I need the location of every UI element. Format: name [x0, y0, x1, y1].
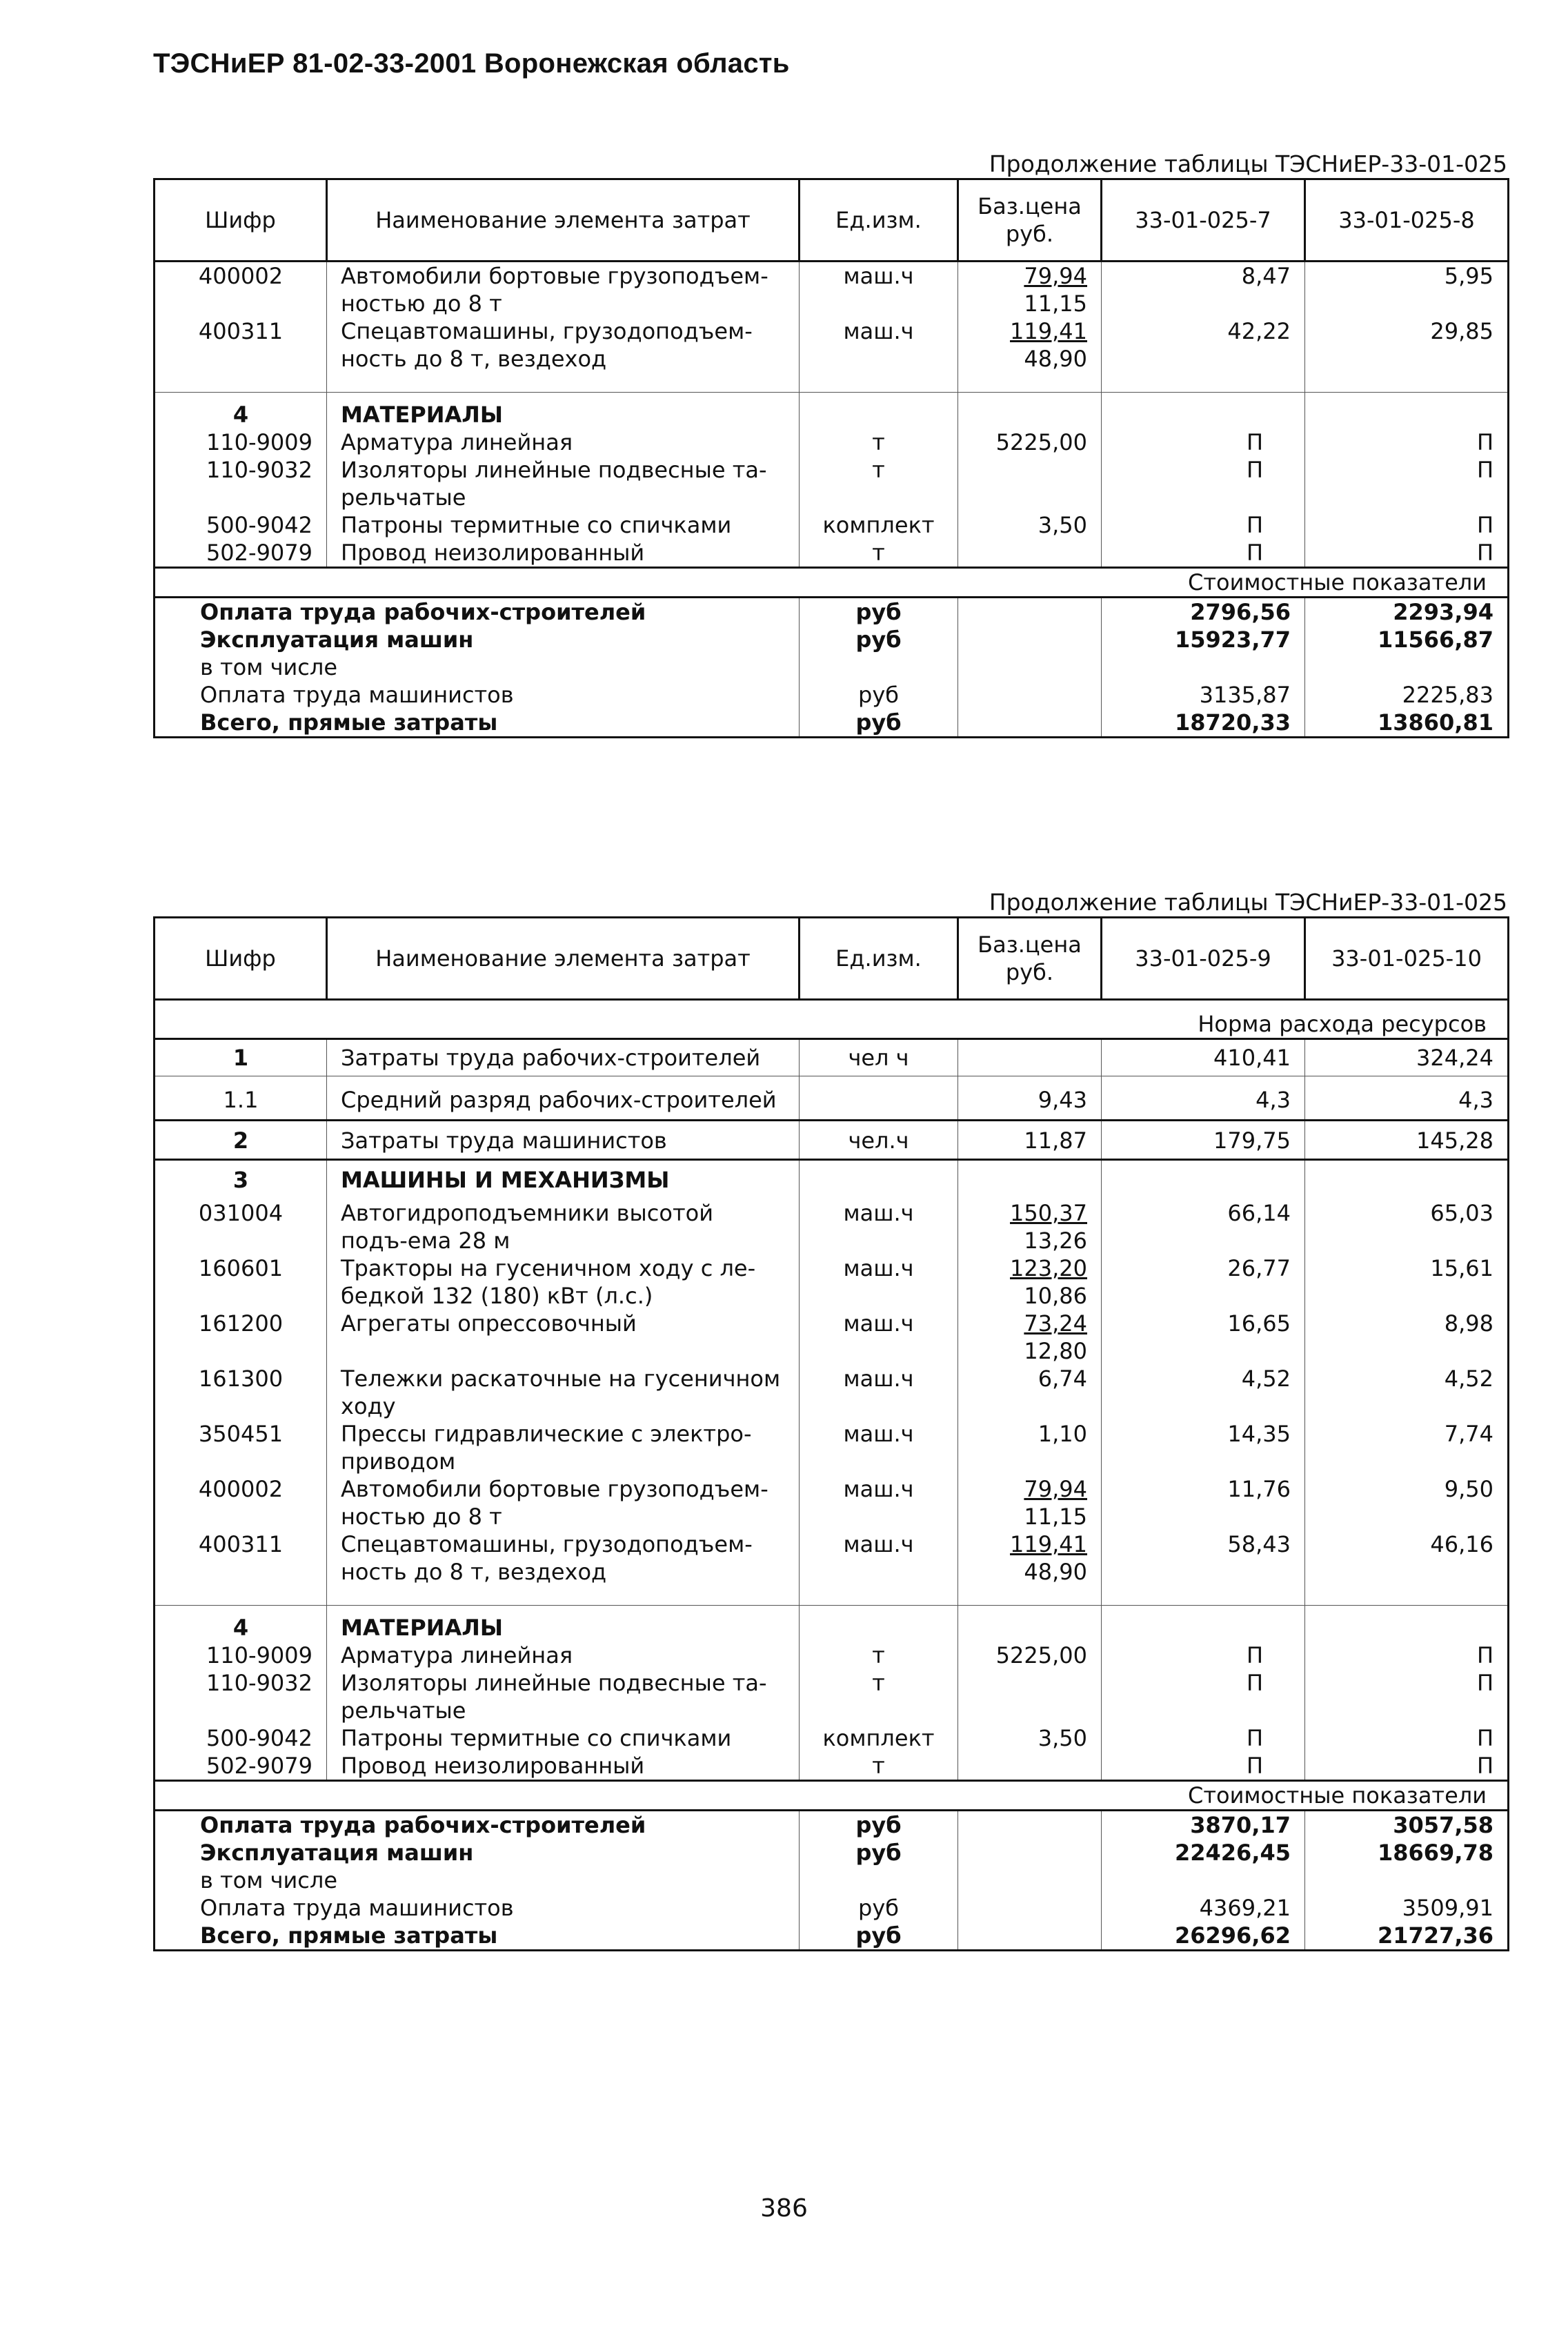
price-value: 150,37	[1010, 1200, 1087, 1226]
resource-price	[958, 1039, 1102, 1076]
price-value: 119,41	[1010, 1531, 1087, 1557]
resource-name: Автомобили бортовые грузоподъем-ностью до 8 т	[327, 1475, 800, 1530]
resource-unit: т	[800, 429, 958, 456]
norm-value-2: 65,03	[1305, 1199, 1509, 1254]
table-row	[155, 1530, 1509, 1586]
norm-value-1: П	[1102, 429, 1305, 456]
resource-name: Изоляторы линейные подвесные та-рельчатые	[327, 1669, 800, 1724]
table-row	[155, 1121, 1509, 1160]
resource-name: Провод неизолированный	[327, 539, 800, 568]
resource-name: Патроны термитные со спичками	[327, 511, 800, 539]
table-row	[155, 539, 1509, 568]
norm-value-1: 8,47	[1102, 262, 1305, 318]
resource-price: 11,87	[958, 1121, 1102, 1160]
resource-name: Изоляторы линейные подвесные та-рельчатые	[327, 456, 800, 511]
col-header-unit: Ед.изм.	[800, 179, 958, 262]
resource-price: 6,74	[958, 1365, 1102, 1420]
resource-table-2	[153, 916, 1509, 1951]
section-number: 4	[232, 1615, 249, 1641]
resource-unit: комплект	[800, 511, 958, 539]
norm-value-1: 11,76	[1102, 1475, 1305, 1530]
resource-name: Тележки раскаточные на гусеничном ходу	[327, 1365, 800, 1420]
section-title: МАТЕРИАЛЫ	[327, 393, 800, 429]
col-header-name: Наименование элемента затрат	[327, 918, 800, 1000]
total-unit: руб	[800, 681, 958, 709]
norm-value-2: 8,98	[1305, 1310, 1509, 1365]
total-row	[155, 598, 1509, 627]
resource-price	[958, 317, 1102, 373]
total-value-2: 2293,94	[1305, 598, 1509, 627]
total-label: в том числе	[200, 654, 337, 680]
operator-wage: 11,15	[1024, 1504, 1087, 1530]
resource-code: 161300	[198, 1366, 284, 1392]
total-row	[155, 653, 1509, 681]
resource-unit: маш.ч	[800, 1475, 958, 1530]
resource-name: Провод неизолированный	[327, 1752, 800, 1781]
total-label: Эксплуатация машин	[200, 627, 474, 653]
section-row-materials	[155, 393, 1509, 429]
total-value-2: 18669,78	[1305, 1839, 1509, 1867]
total-row	[155, 626, 1509, 653]
total-value-1: 15923,77	[1102, 626, 1305, 653]
operator-wage: 13,26	[1024, 1228, 1087, 1254]
resource-code: 400002	[198, 263, 284, 289]
table-row	[155, 262, 1509, 318]
resource-name: Прессы гидравлические с электро-приводом	[327, 1420, 800, 1475]
resource-name: Арматура линейная	[327, 1642, 800, 1669]
col-header-unit: Ед.изм.	[800, 918, 958, 1000]
total-value-1: 2796,56	[1102, 598, 1305, 627]
resource-name: Затраты труда рабочих-строителей	[327, 1039, 800, 1076]
total-label: Оплата труда машинистов	[200, 682, 514, 708]
total-unit: руб	[800, 626, 958, 653]
col-header-norm-2: 33-01-025-10	[1305, 918, 1509, 1000]
table-header-row	[155, 918, 1509, 1000]
norm-value-1: П	[1102, 456, 1305, 511]
norm-value-2: 7,74	[1305, 1420, 1509, 1475]
norm-value-1: П	[1102, 1724, 1305, 1752]
resource-unit: маш.ч	[800, 262, 958, 318]
norm-value-1: 66,14	[1102, 1199, 1305, 1254]
resource-name: Спецавтомашины, грузодоподъем-ность до 8 т, вездеход	[327, 317, 800, 373]
resource-unit: т	[800, 1642, 958, 1669]
resource-unit: маш.ч	[800, 1420, 958, 1475]
price-value: 119,41	[1010, 318, 1087, 344]
total-label: Всего, прямые затраты	[155, 709, 800, 738]
norm-value-1: 16,65	[1102, 1310, 1305, 1365]
norm-value-2: П	[1305, 1642, 1509, 1669]
resource-price	[958, 1199, 1102, 1254]
norm-value-2: П	[1305, 1752, 1509, 1781]
total-value-1: 3135,87	[1102, 681, 1305, 709]
resource-code: 502-9079	[206, 540, 312, 566]
table-row	[155, 511, 1509, 539]
norm-value-2: П	[1305, 429, 1509, 456]
document-title: ТЭСНиЕР 81-02-33-2001 Воронежская область	[153, 48, 790, 79]
resource-code: 031004	[198, 1200, 284, 1226]
resource-code: 350451	[198, 1421, 284, 1447]
section-row-machines	[155, 1160, 1509, 1200]
table-caption: Продолжение таблицы ТЭСНиЕР-33-01-025	[989, 889, 1507, 916]
norm-value-2: П	[1305, 539, 1509, 568]
total-row	[155, 681, 1509, 709]
table-row	[155, 1310, 1509, 1365]
operator-wage: 48,90	[1024, 346, 1087, 372]
resource-code: 500-9042	[206, 512, 312, 538]
price-value: 123,20	[1010, 1255, 1087, 1281]
resource-code: 161200	[198, 1310, 284, 1337]
resource-unit: т	[800, 1669, 958, 1724]
resource-code: 110-9009	[206, 1642, 312, 1668]
norm-value-2: 9,50	[1305, 1475, 1509, 1530]
price-value: 79,94	[1024, 1476, 1087, 1502]
total-value-1: 26296,62	[1102, 1922, 1305, 1951]
norm-value-1: 14,35	[1102, 1420, 1305, 1475]
resource-price: 5225,00	[958, 1642, 1102, 1669]
norm-value-2: 4,3	[1305, 1076, 1509, 1121]
resource-price: 9,43	[958, 1076, 1102, 1121]
spacer-row	[155, 1586, 1509, 1606]
norm-value-1: 42,22	[1102, 317, 1305, 373]
table-caption: Продолжение таблицы ТЭСНиЕР-33-01-025	[989, 150, 1507, 177]
norm-value-1: П	[1102, 511, 1305, 539]
table-row	[155, 456, 1509, 511]
norm-value-1: П	[1102, 1752, 1305, 1781]
norm-value-2: 15,61	[1305, 1254, 1509, 1310]
total-value-2: 13860,81	[1305, 709, 1509, 738]
resource-price	[958, 1310, 1102, 1365]
total-unit: руб	[800, 709, 958, 738]
section-number: 3	[232, 1167, 249, 1193]
table-row	[155, 1669, 1509, 1724]
table-row	[155, 317, 1509, 373]
table-row	[155, 1642, 1509, 1669]
total-row	[155, 1867, 1509, 1894]
resource-price	[958, 1475, 1102, 1530]
resource-unit: маш.ч	[800, 1310, 958, 1365]
resource-name: Арматура линейная	[327, 429, 800, 456]
total-row	[155, 1894, 1509, 1922]
resource-code: 2	[232, 1127, 249, 1154]
norm-value-2: П	[1305, 1724, 1509, 1752]
norm-value-2: П	[1305, 456, 1509, 511]
table-row	[155, 1420, 1509, 1475]
table-row	[155, 1254, 1509, 1310]
total-label: в том числе	[200, 1867, 337, 1893]
price-value: 73,24	[1024, 1310, 1087, 1337]
norm-band	[155, 1000, 1509, 1039]
resource-price	[958, 1752, 1102, 1781]
col-header-price: Баз.цена руб.	[958, 179, 1102, 262]
table-row	[155, 1199, 1509, 1254]
resource-unit: маш.ч	[800, 1199, 958, 1254]
resource-name: Затраты труда машинистов	[327, 1121, 800, 1160]
resource-unit: маш.ч	[800, 317, 958, 373]
norm-value-2: 145,28	[1305, 1121, 1509, 1160]
resource-unit: т	[800, 1752, 958, 1781]
resource-unit: маш.ч	[800, 1254, 958, 1310]
section-number: 4	[232, 402, 249, 428]
operator-wage: 11,15	[1024, 290, 1087, 317]
resource-code: 400002	[198, 1476, 284, 1502]
resource-name: Тракторы на гусеничном ходу с ле-бедкой 132 (180) кВт (л.с.)	[327, 1254, 800, 1310]
resource-name: Патроны термитные со спичками	[327, 1724, 800, 1752]
cost-indicators-band	[155, 568, 1509, 598]
resource-unit: чел ч	[800, 1039, 958, 1076]
cost-indicators-band	[155, 1781, 1509, 1811]
resource-price: 5225,00	[958, 429, 1102, 456]
resource-price	[958, 1530, 1102, 1586]
norm-value-2: П	[1305, 1669, 1509, 1724]
total-row	[155, 1839, 1509, 1867]
norm-value-1: П	[1102, 539, 1305, 568]
total-value-1: 22426,45	[1102, 1839, 1305, 1867]
price-value: 79,94	[1024, 263, 1087, 289]
resource-unit: комплект	[800, 1724, 958, 1752]
col-header-price: Баз.цена руб.	[958, 918, 1102, 1000]
resource-code: 110-9009	[206, 429, 312, 455]
resource-price	[958, 262, 1102, 318]
resource-code: 400311	[198, 1531, 284, 1557]
total-value-2: 3057,58	[1305, 1811, 1509, 1840]
section-row-materials	[155, 1606, 1509, 1642]
resource-name: Спецавтомашины, грузодоподъем-ность до 8 т, вездеход	[327, 1530, 800, 1586]
page-number: 386	[760, 2194, 808, 2223]
spacer-row	[155, 373, 1509, 393]
resource-name: Автогидроподъемники высотой подъ-ема 28 м	[327, 1199, 800, 1254]
table-row	[155, 429, 1509, 456]
total-unit: руб	[800, 598, 958, 627]
norm-value-2: 5,95	[1305, 262, 1509, 318]
col-header-norm-1: 33-01-025-7	[1102, 179, 1305, 262]
table-row	[155, 1365, 1509, 1420]
table-row	[155, 1076, 1509, 1121]
col-header-code: Шифр	[155, 918, 327, 1000]
resource-unit: чел.ч	[800, 1121, 958, 1160]
total-row	[155, 1811, 1509, 1840]
total-unit: руб	[800, 1922, 958, 1951]
total-row	[155, 709, 1509, 738]
norm-value-1: 26,77	[1102, 1254, 1305, 1310]
norm-value-1: П	[1102, 1642, 1305, 1669]
total-label: Оплата труда машинистов	[200, 1895, 514, 1921]
resource-price	[958, 1254, 1102, 1310]
col-header-name: Наименование элемента затрат	[327, 179, 800, 262]
resource-price: 3,50	[958, 511, 1102, 539]
total-value-1: 3870,17	[1102, 1811, 1305, 1840]
norm-value-1: 410,41	[1102, 1039, 1305, 1076]
table-row	[155, 1724, 1509, 1752]
total-label: Оплата труда рабочих-строителей	[200, 599, 646, 625]
total-row	[155, 1922, 1509, 1951]
band-label: Стоимостные показатели	[155, 568, 1509, 598]
col-header-code: Шифр	[155, 179, 327, 262]
table-row	[155, 1039, 1509, 1076]
norm-value-2: 46,16	[1305, 1530, 1509, 1586]
table-row	[155, 1752, 1509, 1781]
resource-code: 110-9032	[206, 457, 312, 483]
norm-value-1: 179,75	[1102, 1121, 1305, 1160]
resource-price: 3,50	[958, 1724, 1102, 1752]
resource-code: 500-9042	[206, 1725, 312, 1751]
norm-value-2: 29,85	[1305, 317, 1509, 373]
col-header-norm-1: 33-01-025-9	[1102, 918, 1305, 1000]
col-header-norm-2: 33-01-025-8	[1305, 179, 1509, 262]
norm-value-1: 58,43	[1102, 1530, 1305, 1586]
norm-value-1: 4,3	[1102, 1076, 1305, 1121]
resource-code: 160601	[198, 1255, 284, 1281]
total-value-2: 21727,36	[1305, 1922, 1509, 1951]
table-row	[155, 1475, 1509, 1530]
total-unit: руб	[800, 1894, 958, 1922]
operator-wage: 48,90	[1024, 1559, 1087, 1585]
total-label: Оплата труда рабочих-строителей	[200, 1812, 646, 1838]
resource-unit: маш.ч	[800, 1530, 958, 1586]
table-header-row	[155, 179, 1509, 262]
total-value-2: 2225,83	[1305, 681, 1509, 709]
section-title: МАШИНЫ И МЕХАНИЗМЫ	[327, 1160, 800, 1200]
operator-wage: 10,86	[1024, 1283, 1087, 1309]
resource-code: 110-9032	[206, 1670, 312, 1696]
resource-name: Средний разряд рабочих-строителей	[327, 1076, 800, 1121]
operator-wage: 12,80	[1024, 1338, 1087, 1364]
resource-price	[958, 456, 1102, 511]
section-title: МАТЕРИАЛЫ	[327, 1606, 800, 1642]
total-unit: руб	[800, 1811, 958, 1840]
norm-value-2: 4,52	[1305, 1365, 1509, 1420]
resource-code: 400311	[198, 318, 284, 344]
resource-unit	[800, 1076, 958, 1121]
resource-price	[958, 1669, 1102, 1724]
total-unit: руб	[800, 1839, 958, 1867]
norm-value-1: 4,52	[1102, 1365, 1305, 1420]
norm-value-2: П	[1305, 511, 1509, 539]
total-value-2: 11566,87	[1305, 626, 1509, 653]
resource-table-1	[153, 178, 1509, 738]
total-value-2: 3509,91	[1305, 1894, 1509, 1922]
resource-unit: т	[800, 456, 958, 511]
band-label: Стоимостные показатели	[155, 1781, 1509, 1811]
total-label: Всего, прямые затраты	[155, 1922, 800, 1951]
norm-value-2: 324,24	[1305, 1039, 1509, 1076]
norm-value-1: П	[1102, 1669, 1305, 1724]
resource-code: 1	[232, 1045, 249, 1071]
resource-price	[958, 539, 1102, 568]
resource-price: 1,10	[958, 1420, 1102, 1475]
band-label: Норма расхода ресурсов	[155, 1000, 1509, 1039]
total-value-1: 4369,21	[1102, 1894, 1305, 1922]
resource-unit: маш.ч	[800, 1365, 958, 1420]
resource-name: Агрегаты опрессовочный	[327, 1310, 800, 1365]
resource-unit: т	[800, 539, 958, 568]
resource-name: Автомобили бортовые грузоподъем-ностью до 8 т	[327, 262, 800, 318]
total-value-1: 18720,33	[1102, 709, 1305, 738]
resource-code: 502-9079	[206, 1753, 312, 1779]
resource-code: 1.1	[223, 1087, 259, 1113]
total-label: Эксплуатация машин	[200, 1840, 474, 1866]
